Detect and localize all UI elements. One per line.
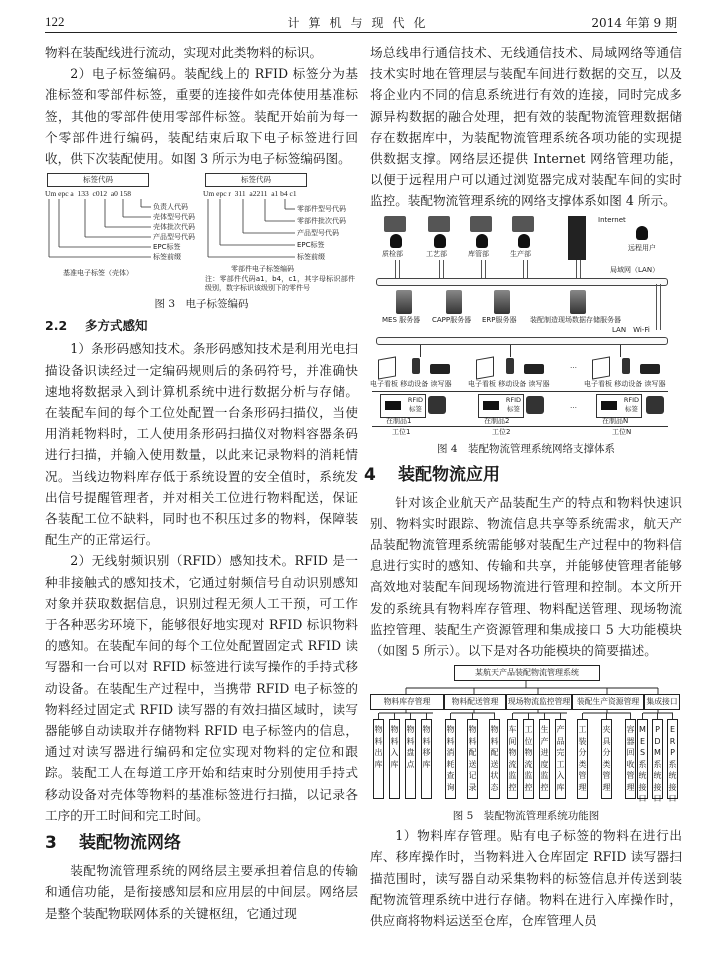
server-label: MES 服务器 <box>382 315 421 324</box>
tree-module: 集成接口 <box>644 694 680 710</box>
section-number: 2.2 <box>45 318 68 334</box>
figure-5-function-tree <box>370 661 682 807</box>
divider <box>372 426 668 427</box>
paragraph: 场总线串行通信技术、无线通信技术、局域网络等通信技术实时地在管理层与装配车间进行数据的交互，以及将企业内不同的信息系统进行有效的连接，同时完成多源异构数据的融合处理，把有效的装配物流管理数据储存在数据库中，为装配物流管理系统各项功能的实现提供数据支撑。网络层还提供 Internet 网络管理功能，以便于远程用户可以通过浏览器完成对装配车间的实时监控。装配物流管理系统的网络支撑体系如图 4 所示。 <box>370 45 682 209</box>
display-board-icon <box>378 356 396 379</box>
section-number: 4 <box>364 464 376 485</box>
user-icon <box>390 234 402 248</box>
connector <box>510 345 511 357</box>
figure-4-network-diagram <box>370 212 682 438</box>
display-board-icon <box>476 356 494 379</box>
code-batch: c012 <box>92 189 108 199</box>
user-icon <box>476 234 488 248</box>
figure-note: 注：零部件代码a1，b4，c1，其字母标识部件级别，数字标识该级别下的零件号 <box>205 275 355 293</box>
connection-arrow <box>576 260 581 278</box>
tree-root: 某航天产品装配物流管理系统 <box>454 665 600 681</box>
user-icon <box>518 234 530 248</box>
paragraph: 1）物料库存管理。贴有电子标签的物料在进行出库、移库操作时，当物料进入仓库固定 RFID 读写器扫描范围时，读写器自动采集物料的标签信息并传送到装配物流管理系统中进行存储。物料在进行入库操作时，供应商将物料运送至仓库，仓库管理人员 <box>370 828 682 929</box>
paragraph: 1）条形码感知技术。条形码感知技术是利用光电扫描设备识读经过一定编码规则后的条码符号，并准确快速地将数据录入到计算机系统中进行数据分析与存储。在装配车间的每个工位处配置一台条形码扫描仪，当使用消耗物料时，工人使用条形码扫描仪对物料容器条码进行扫描，并输入使用数量，以此来记录物料的消耗情况。当线边物料库存低于系统设置的安全值时，系统发出信号提醒管理者，并对相关工位进行物料配送，保证各装配工位不缺料，同时也不积压过多的物料，保障装配生产的正常运行。 <box>45 341 358 548</box>
connector <box>620 345 621 357</box>
server-label: CAPP服务器 <box>432 315 472 324</box>
connection-arrow <box>656 284 661 330</box>
ellipsis: … <box>570 361 577 370</box>
running-header <box>45 12 677 33</box>
section-heading-4 <box>364 460 682 490</box>
tag-code-string <box>203 189 297 198</box>
mobile-device-icon <box>506 358 514 374</box>
tree-module: 现场物流监控管理 <box>506 694 572 710</box>
right-column <box>364 42 682 931</box>
firewall-server-icon <box>568 216 586 260</box>
tree-leaf: 物料配送状态 <box>489 719 500 799</box>
code-label: 零部件批次代码 <box>297 217 346 226</box>
connection-arrow <box>523 260 528 278</box>
paragraph: 装配物流管理系统的网络层主要承担着信息的传输和通信功能，是衔接感知层和应用层的中间层。网络层是整个装配物联网体系的关键枢纽，它通过现 <box>45 863 358 921</box>
rfid-tag-box: RFID 标签 <box>478 394 524 418</box>
code-owner: a0 158 <box>110 189 132 199</box>
tree-leaf: 容器回收管理 <box>625 719 636 799</box>
paragraph: 2）电子标签编码。装配线上的 RFID 标签分为基准标签和零部件标签，重要的连接件如壳体使用基准标签，其他的零部件使用零部件标签。装配开始前为每一个零部件进行编码，装配结束后取下电子标签进行回收，供下次装配使用。如图 3 所示为电子标签编码图。 <box>45 66 358 167</box>
device-labels: 电子看板 移动设备 读写器 <box>584 379 666 388</box>
product-label: 在制品1 <box>386 416 412 425</box>
code-label: 零部件型号代码 <box>297 205 346 214</box>
tree-leaf: 生产进度监控 <box>539 719 550 799</box>
code-label: EPC标签 <box>297 241 325 250</box>
tree-module: 物料库存管理 <box>370 694 444 710</box>
connection-arrow <box>439 260 444 278</box>
tree-leaf: 车间物流监控 <box>507 719 518 799</box>
tag-code-string <box>45 189 131 198</box>
tree-leaf: 产品完工入库 <box>555 719 566 799</box>
section-number: 3 <box>45 833 57 854</box>
left-subtitle: 基准电子标签（壳体） <box>63 269 133 278</box>
connection-arrow <box>481 260 486 278</box>
section-title: 装配物流网络 <box>79 833 181 854</box>
computer-icon <box>512 216 534 232</box>
tag-code-box: 标签代码 <box>47 173 149 187</box>
connection-arrow <box>395 260 400 278</box>
paragraph: 针对该企业航天产品装配生产的特点和物料快速识别、物料实时跟踪、物流信息共享等系统需求，航天产品装配物流管理系统需能够对装配生产过程中的物料信息进行实时的感知、传输和共享，并能够使管理者能够高效地对装配车间现场物流进行管理和控制。本文所开发的系统具有物料库存管理、物料配送管理、现场物流监控管理、装配生产资源管理和集成接口 5 大功能模块（如图 5 所示）。以下是对各功能模块的简要描述。 <box>370 494 682 659</box>
code-label: 壳体型号代码 <box>153 213 195 222</box>
tree-leaf: PDM系统接口 <box>652 719 663 799</box>
product-icon <box>526 396 544 414</box>
department-label: 质检部 <box>382 249 403 258</box>
issue-label: 2014 年第 9 期 <box>591 16 677 30</box>
tree-leaf: 物料消耗查询 <box>445 719 456 799</box>
left-column <box>45 42 358 924</box>
department-label: 工艺部 <box>426 249 447 258</box>
page-number: 122 <box>45 14 65 29</box>
server-icon <box>396 290 412 314</box>
tree-module: 装配生产资源管理 <box>572 694 644 710</box>
device-labels: 电子看板 移动设备 读写器 <box>468 379 550 388</box>
server-label: ERP服务器 <box>482 315 517 324</box>
code-part: a1 b4 c1 <box>271 189 297 199</box>
tree-leaf: 工装分类管理 <box>577 719 588 799</box>
section-heading-2-2 <box>45 315 358 336</box>
code-prefix: Um epc a <box>45 189 74 199</box>
rfid-tag-box: RFID 标签 <box>380 394 426 418</box>
figure-3-caption: 图 3 电子标签编码 <box>154 298 249 311</box>
product-icon <box>428 396 446 414</box>
tree-leaf: 夹具分类管理 <box>601 719 612 799</box>
department-label: 生产部 <box>510 249 531 258</box>
tree-leaf: 物料盘点 <box>405 719 416 799</box>
device-labels: 电子看板 移动设备 读写器 <box>370 379 452 388</box>
user-icon <box>434 234 446 248</box>
figure-4-caption: 图 4 装配物流管理系统网络支撑体系 <box>436 442 616 455</box>
code-label: 标签前缀 <box>297 253 325 262</box>
right-subtitle: 零部件电子标签编码 <box>231 265 294 274</box>
code-label: 标签前缀 <box>153 253 181 262</box>
tree-leaf: 物料移库 <box>421 719 432 799</box>
connector <box>420 345 421 357</box>
computer-icon <box>470 216 492 232</box>
section-heading-3 <box>45 828 358 858</box>
journal-title: 计算机与现代化 <box>287 16 435 30</box>
code-label: 负责人代码 <box>153 203 188 212</box>
station-label: 工位1 <box>392 427 411 436</box>
tree-leaf: ERP系统接口 <box>667 719 678 799</box>
mobile-device-icon <box>622 358 630 374</box>
mobile-device-icon <box>412 358 420 374</box>
ellipsis: … <box>570 401 577 410</box>
paragraph: 2）无线射频识别（RFID）感知技术。RFID 是一种非接触式的感知技术，它通过射频信号自动识别感知对象并获取数据信息，识别过程无须人工干预，可工作于各种恶劣环境下，能够很好地实现对 RFID 标识物料的感知。在装配车间的每个工位处配置固定式 RFID 读写器和一台可以对 RFID 标签进行读写操作的手持式移动设备。在装配生产过程中，当携带 RFID 电子标签的物料经过固定式 RFID 读写器的有效扫描区域时，读写器能够自动读取并存储物料 RFID 电子标签内的信息，通过对读写器进行编码和定位实现对物料的定位和跟踪。装配工人在每道工序开始和结束时分别使用手持式移动设备对壳体等物料的基准标签进行扫描，以记录各工序的开工时间和完工时间。 <box>45 553 358 823</box>
product-label: 在制品2 <box>484 416 510 425</box>
tree-leaf: 物料入库 <box>389 719 400 799</box>
figure-3-tag-encoding <box>45 171 358 295</box>
divider <box>372 391 668 392</box>
lan-label: 局域网（LAN） <box>610 265 660 274</box>
code-product: 133 <box>77 189 89 199</box>
computer-icon <box>428 216 450 232</box>
code-label: 产品型号代码 <box>153 233 195 242</box>
paragraph: 物料在装配线进行流动，实现对此类物料的标识。 <box>45 45 323 60</box>
remote-user-label: 远程用户 <box>628 243 656 252</box>
display-board-icon <box>592 356 610 379</box>
code-label: EPC标签 <box>153 243 181 252</box>
tree-leaf: 物料出库 <box>373 719 384 799</box>
tree-leaf: 物料配送记录 <box>467 719 478 799</box>
figure-5-caption: 图 5 装配物流管理系统功能图 <box>452 810 600 823</box>
station-label: 工位N <box>612 427 632 436</box>
tree-module: 物料配送管理 <box>444 694 506 710</box>
code-product: 311 <box>234 189 246 199</box>
section-title: 多方式感知 <box>85 318 148 334</box>
wifi-bus <box>376 337 668 345</box>
remote-user-icon <box>636 226 648 240</box>
server-label: 装配制造现场数据存储服务器 <box>530 315 621 324</box>
reader-icon <box>640 364 660 374</box>
wifi-label: LAN Wi-Fi <box>612 325 650 334</box>
code-prefix: Um epc r <box>203 189 231 199</box>
reader-icon <box>430 364 450 374</box>
department-label: 库管部 <box>468 249 489 258</box>
reader-icon <box>524 364 544 374</box>
tag-code-box: 标签代码 <box>205 173 307 187</box>
product-label: 在制品N <box>602 416 629 425</box>
code-label: 壳体批次代码 <box>153 223 195 232</box>
tree-leaf: 工位物流监控 <box>523 719 534 799</box>
server-icon <box>446 290 462 314</box>
product-icon <box>646 396 664 414</box>
code-label: 产品型号代码 <box>297 229 339 238</box>
computer-icon <box>384 216 406 232</box>
tree-leaf: MES系统接口 <box>637 719 648 799</box>
server-icon <box>570 290 586 314</box>
rfid-tag-box: RFID 标签 <box>596 394 642 418</box>
code-batch: a2211 <box>249 189 268 199</box>
internet-label: Internet <box>598 215 626 224</box>
station-label: 工位2 <box>492 427 511 436</box>
lan-bus <box>376 278 668 286</box>
server-icon <box>494 290 510 314</box>
section-title: 装配物流应用 <box>398 464 500 485</box>
